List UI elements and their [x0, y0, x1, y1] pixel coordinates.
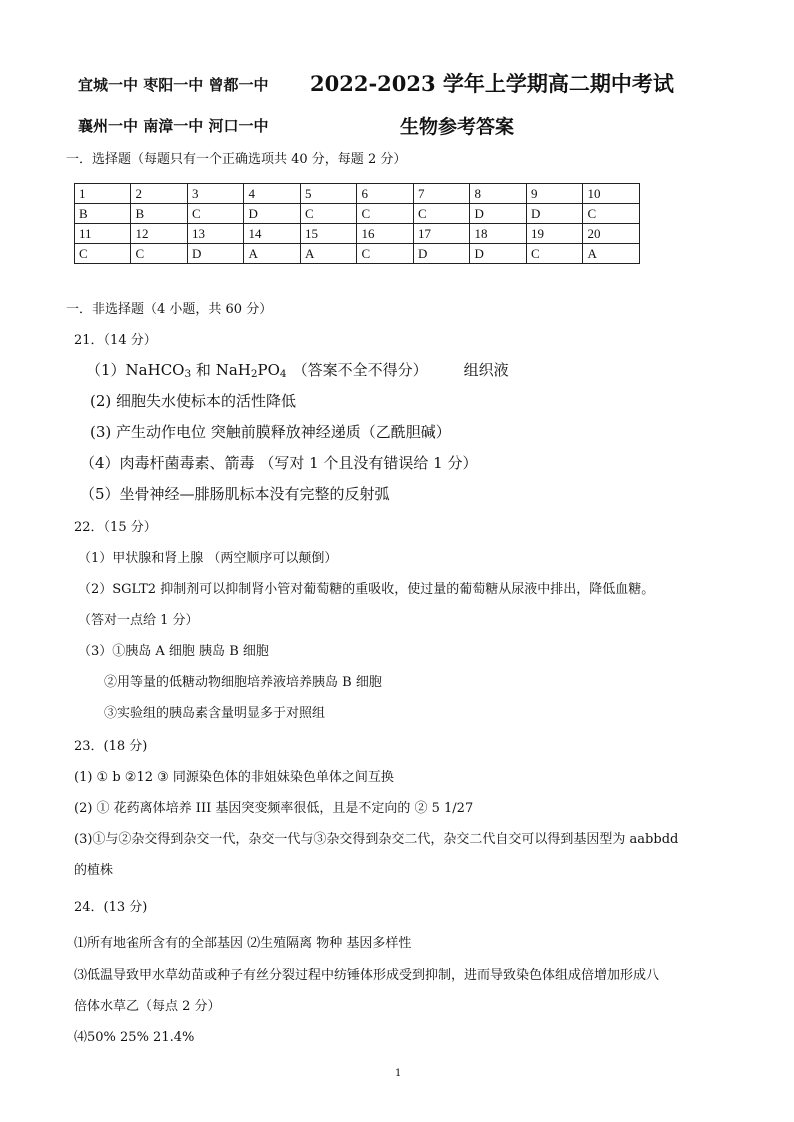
q21-a1-mid: 和 NaH [191, 361, 251, 379]
answer-table-cell: C [413, 204, 470, 224]
answer-table-cell: 10 [583, 184, 640, 204]
answer-table-cell: C [75, 244, 131, 264]
answer-table-cell: 7 [413, 184, 470, 204]
q21-a1-sub3: 4 [279, 368, 287, 380]
answer-table-cell: 8 [470, 184, 527, 204]
answer-table-cell: 6 [357, 184, 414, 204]
answer-table-row [75, 224, 640, 244]
answer-table-row [75, 204, 640, 224]
q22-answer-1: （1）甲状腺和肾上腺 （两空顺序可以颠倒） [78, 551, 338, 566]
answer-table-cell: 19 [526, 224, 583, 244]
answer-table-cell: A [583, 244, 640, 264]
q21-a1-post: （答案不全不得分） [292, 361, 428, 379]
schools-row-1: 宜城一中 枣阳一中 曾都一中 [78, 76, 269, 94]
q21-a1-sub1: 3 [184, 368, 192, 380]
q24-answer-1: ⑴所有地雀所含有的全部基因 ⑵生殖隔离 物种 基因多样性 [74, 936, 412, 951]
answer-table-cell: D [244, 204, 301, 224]
answer-table-cell: 20 [583, 224, 640, 244]
answer-table-cell: 9 [526, 184, 583, 204]
schools-row-2: 襄州一中 南漳一中 河口一中 [78, 117, 269, 135]
q21-answer-4: （4）肉毒杆菌毒素、箭毒 （写对 1 个且没有错误给 1 分） [80, 454, 478, 472]
q24-answer-4: ⑷50% 25% 21.4% [74, 1030, 195, 1045]
answer-table-cell: 12 [131, 224, 188, 244]
answer-table-cell: 2 [131, 184, 188, 204]
answer-table-cell: D [187, 244, 244, 264]
q23-answer-3: (3)①与②杂交得到杂交一代，杂交一代与③杂交得到杂交二代，杂交二代自交可以得到基因型为 aabbdd [74, 832, 679, 847]
answer-table-cell: D [413, 244, 470, 264]
answer-table-cell: 15 [300, 224, 357, 244]
answer-table-cell: C [187, 204, 244, 224]
q21-title: 21．（14 分） [74, 333, 157, 348]
q23-title: 23．(18 分) [74, 739, 148, 754]
q22-answer-3-1: （3）①胰岛 A 细胞 胰岛 B 细胞 [78, 644, 269, 659]
answer-table-cell: B [131, 204, 188, 224]
q21-answer-1 [86, 359, 509, 380]
answer-table-cell: A [244, 244, 301, 264]
exam-title: 2022-2023 学年上学期高二期中考试 [310, 71, 674, 96]
q22-answer-3-3: ③实验组的胰岛素含量明显多于对照组 [104, 706, 326, 721]
answer-table-cell: C [131, 244, 188, 264]
answer-table-cell: 1 [75, 184, 131, 204]
answer-table-cell: C [583, 204, 640, 224]
q21-a1-sub2: 2 [250, 368, 258, 380]
answer-table-cell: C [526, 244, 583, 264]
page-number: 1 [395, 1068, 402, 1079]
q21-answer-5: （5）坐骨神经—腓肠肌标本没有完整的反射弧 [80, 485, 390, 503]
answer-table-cell: 14 [244, 224, 301, 244]
q24-answer-3-cont: 倍体水草乙（每点 2 分） [74, 999, 221, 1014]
q24-answer-3: ⑶低温导致甲水草幼苗或种子有丝分裂过程中纺锤体形成受到抑制，进而导致染色体组成倍增加形成八 [74, 968, 660, 983]
section1-heading: 一．选择题（每题只有一个正确选项共 40 分，每题 2 分） [66, 152, 407, 167]
section2-heading: 一．非选择题（4 小题，共 60 分） [66, 302, 273, 317]
answer-table-row [75, 184, 640, 204]
q21-a1-mid2: PO [257, 361, 280, 379]
answer-table [74, 183, 640, 264]
subject-title: 生物参考答案 [400, 116, 515, 138]
q22-title: 22．（15 分） [74, 520, 157, 535]
answer-table-cell: 3 [187, 184, 244, 204]
answer-table-cell: 4 [244, 184, 301, 204]
q23-answer-3-cont: 的植株 [74, 863, 114, 878]
q22-answer-2: （2）SGLT2 抑制剂可以抑制肾小管对葡萄糖的重吸收，使过量的葡萄糖从尿液中排出，降低血糖。 [78, 582, 655, 597]
q24-title: 24．(13 分) [74, 900, 148, 915]
q23-answer-1: (1) ① b ②12 ③ 同源染色体的非姐妹染色单体之间互换 [74, 770, 394, 785]
q22-answer-3-2: ②用等量的低糖动物细胞培养液培养胰岛 B 细胞 [104, 675, 382, 690]
q21-a1-extra: 组织液 [463, 361, 509, 379]
answer-table-cell: 11 [75, 224, 131, 244]
answer-table-cell: D [470, 244, 527, 264]
answer-table-cell: C [357, 244, 414, 264]
answer-table-cell: 16 [357, 224, 414, 244]
answer-table-cell: C [300, 204, 357, 224]
q23-answer-2: (2) ① 花药离体培养 III 基因突变频率很低，且是不定向的 ② 5 1/27 [74, 801, 474, 816]
q21-answer-3: (3) 产生动作电位 突触前膜释放神经递质（乙酰胆碱） [90, 423, 451, 441]
q21-answer-2: (2) 细胞失水使标本的活性降低 [90, 392, 297, 410]
answer-table-cell: A [300, 244, 357, 264]
answer-table-cell: B [75, 204, 131, 224]
answer-table-cell: D [470, 204, 527, 224]
answer-table-cell: 17 [413, 224, 470, 244]
q22-answer-2-note: （答对一点给 1 分） [78, 613, 199, 628]
q21-a1-pre: （1）NaHCO [86, 361, 185, 379]
answer-table-cell: 13 [187, 224, 244, 244]
answer-table-cell: 18 [470, 224, 527, 244]
answer-table-row [75, 244, 640, 264]
answer-table-cell: 5 [300, 184, 357, 204]
answer-table-cell: C [357, 204, 414, 224]
answer-table-cell: D [526, 204, 583, 224]
